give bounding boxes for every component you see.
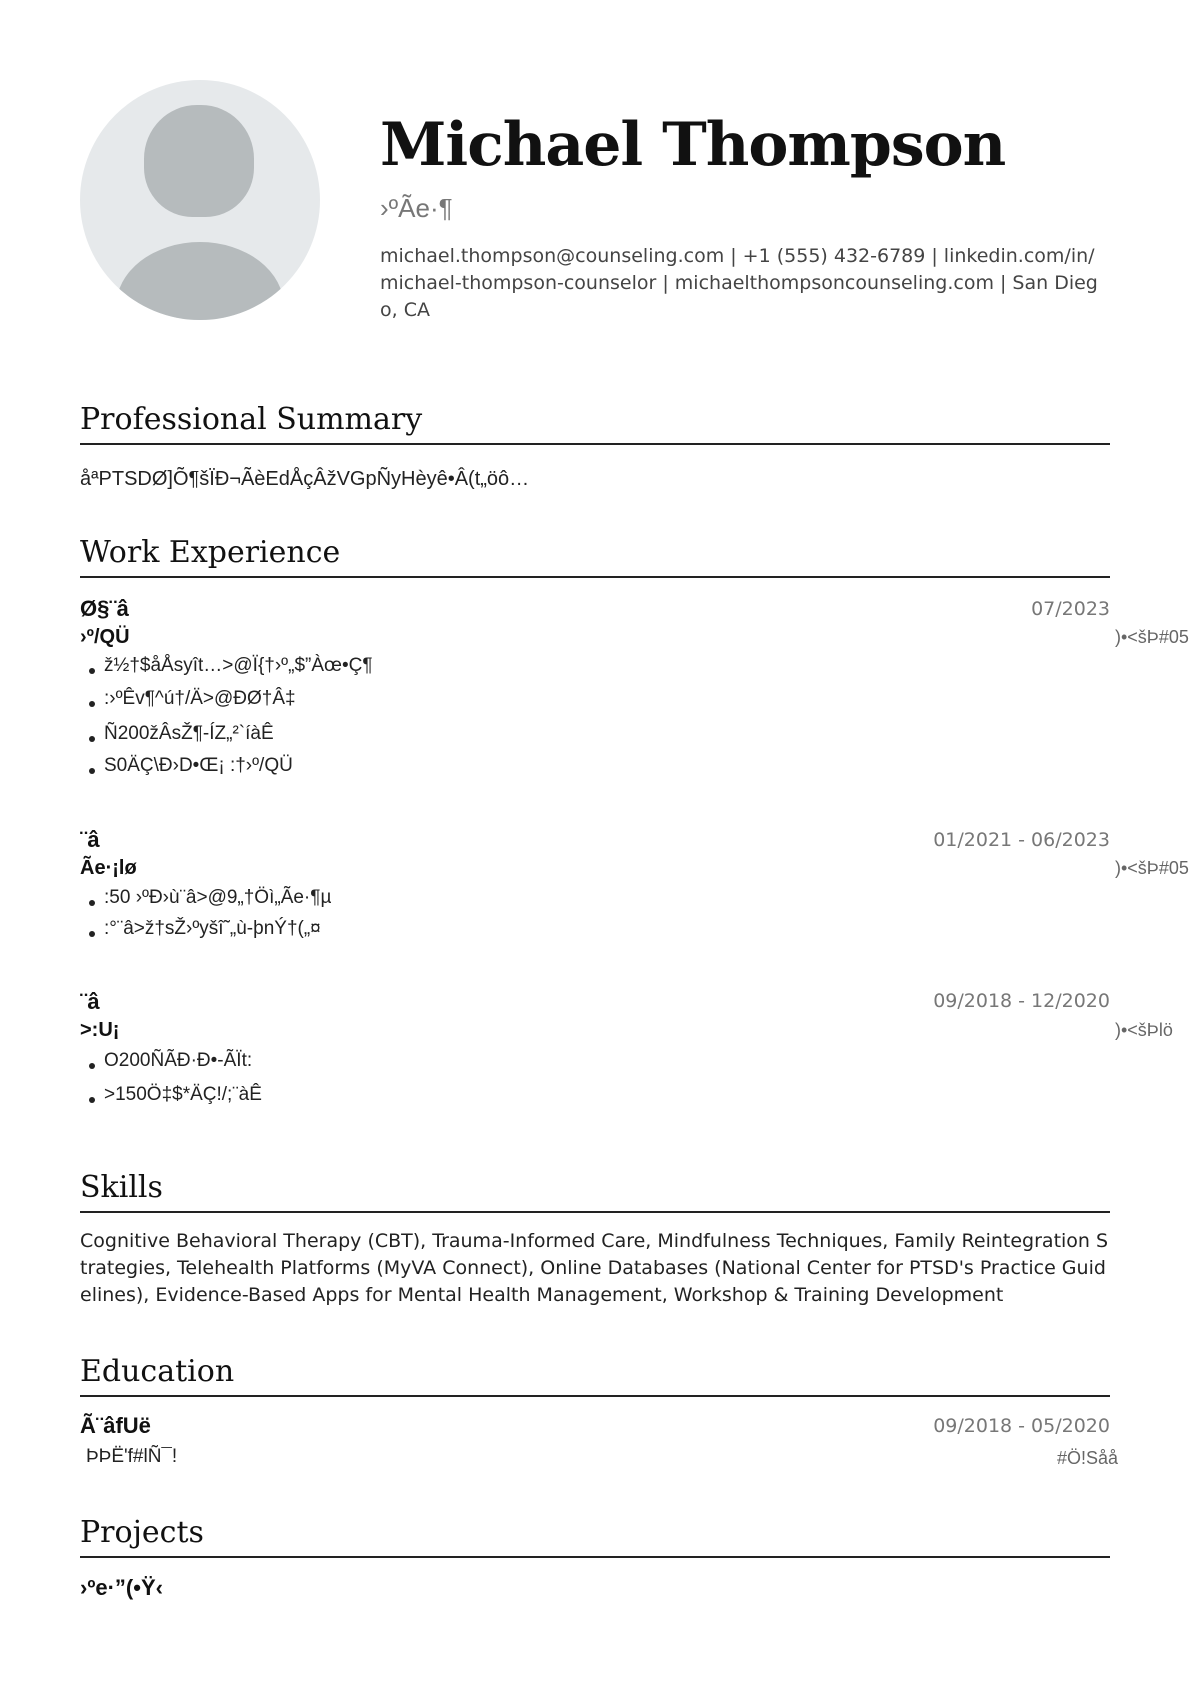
job-title: ¨â bbox=[80, 827, 100, 852]
education-degree: ÞÞË'f#lÑ¯! bbox=[86, 1446, 178, 1467]
candidate-name: Michael Thompson bbox=[380, 110, 1006, 180]
section-title-skills: Skills bbox=[80, 1170, 1110, 1213]
project-title: ›ºe·”(•Ÿ‹ bbox=[80, 1575, 163, 1600]
job-bullet: Ñ200žÂsŽ¶-ÍZ„²`íàÊ bbox=[80, 723, 373, 755]
section-title-projects: Projects bbox=[80, 1515, 1110, 1558]
job-title: ¨â bbox=[80, 989, 100, 1014]
job-title: Ø§¨â bbox=[80, 596, 129, 621]
avatar bbox=[80, 80, 320, 320]
section-title-experience: Work Experience bbox=[80, 535, 1110, 578]
job-date: 07/2023 bbox=[1031, 598, 1110, 620]
job-date: 09/2018 - 12/2020 bbox=[933, 990, 1110, 1012]
job-bullet: :°¨â>ž†sŽ›ºyšî˜„ù-þnÝ†(„¤ bbox=[80, 918, 331, 949]
job-company: ›º/QÜ bbox=[80, 626, 130, 648]
candidate-subtitle: ›ºÃe·¶ bbox=[380, 193, 453, 223]
job-bullet: S0ÄÇ\Ð›D•Œ¡ :†›º/QÜ bbox=[80, 755, 373, 787]
job-date: 01/2021 - 06/2023 bbox=[933, 829, 1110, 851]
education-date: 09/2018 - 05/2020 bbox=[933, 1415, 1110, 1437]
job-location: )•<šÞ#05 bbox=[1115, 858, 1189, 878]
education-location: #Ö!Såå bbox=[1056, 1448, 1118, 1468]
job-location: )•<šÞlö bbox=[1115, 1020, 1173, 1040]
avatar-head-shape bbox=[144, 105, 254, 217]
job-bullets bbox=[80, 655, 373, 787]
summary-text: åªPTSDØ]Õ¶šÏÐ¬ÃèEdÅçÂžVGpÑyHèyê•Â(t„öô… bbox=[80, 468, 530, 490]
section-title-education: Education bbox=[80, 1354, 1110, 1397]
education-school: Ã¨âfUë bbox=[80, 1413, 151, 1438]
avatar-body-shape bbox=[116, 242, 284, 320]
job-location: )•<šÞ#05 bbox=[1115, 627, 1189, 647]
job-bullet: :50 ›ºÐ›ù¨â>@9„†Öì„Ãe·¶µ bbox=[80, 887, 331, 918]
skills-text: Cognitive Behavioral Therapy (CBT), Trauma-Informed Care, Mindfulness Techniques, Family Reintegration Strategies, Telehealth Platforms (MyVA Connect), Online Databases (National Center for PTSD's Practice Guidelines), Evidence-Based Apps for Mental Health Management, Workshop & Training Development bbox=[80, 1230, 1109, 1306]
contact-line: michael.thompson@counseling.com | +1 (555) 432-6789 | linkedin.com/in/michael-thompson-counselor | michaelthompsoncounseling.com | San Diego, CA bbox=[380, 245, 1098, 321]
job-bullet: ž½†$åÅsyît…>@Ï{†›º„$”Àœ•Ç¶ bbox=[80, 655, 373, 688]
section-title-summary: Professional Summary bbox=[80, 402, 1110, 445]
job-bullet: >150Ö‡$*ÄÇ!/;¨àÊ bbox=[80, 1084, 262, 1118]
job-bullets bbox=[80, 1050, 262, 1118]
job-bullets bbox=[80, 887, 331, 949]
job-company: >:U¡ bbox=[80, 1019, 120, 1041]
job-company: Ãe·¡lø bbox=[80, 857, 137, 879]
job-bullet: :›ºÊv¶^ú†/Ä>@ÐØ†Â‡ bbox=[80, 688, 373, 723]
job-bullet: O200ÑÃÐ·Ð•-ÃÏt: bbox=[80, 1050, 262, 1084]
